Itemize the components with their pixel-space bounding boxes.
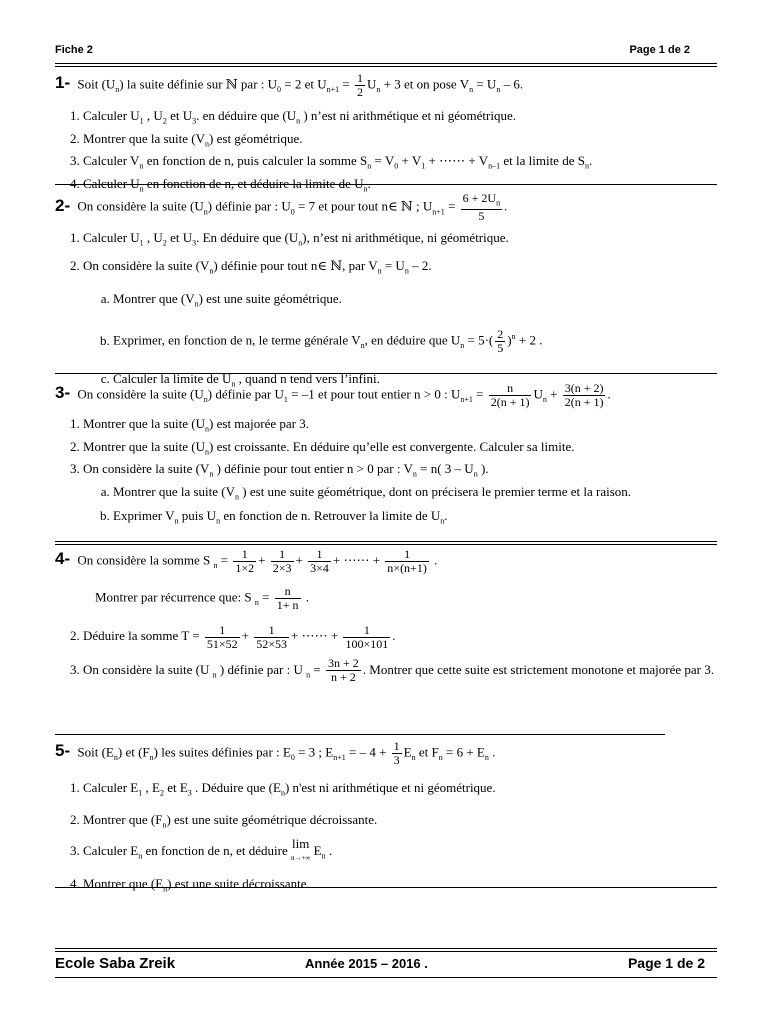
fraction: $\frac{1}{2}$	[357, 71, 363, 99]
divider	[55, 541, 717, 542]
fraction: $\frac{1}{51\times 52}$	[206, 622, 238, 651]
fraction: $\frac{1}{n\times(n+1)}$	[387, 547, 427, 575]
exercise-2-statement: 2- On considère la suite $(U_n)$ définie par : $U_0 = 7$ et pour tout n∈ ℕ ; $U_{n+1}$ = $\frac{6 + 2U_n}{5}$ .	[55, 191, 508, 224]
fraction: $\frac{1}{3\times 4}$	[310, 547, 329, 575]
sheet-label: Fiche 2	[55, 44, 93, 56]
exercise-1-statement: 1- Soit $(U_n)$ la suite définie sur ℕ par : $U_0 = 2$ et $U_{n+1}$ = $\frac{1}{2}$ $U_n + 3$ et on pose $V_n = U_n - 6$.	[55, 71, 524, 99]
question-4-2: 2. Déduire la somme T = $\frac{1}{51\times 52}$ + $\frac{1}{52\times 53}$ + ⋯⋯ + $\frac{1}{100\times 101}$ .	[83, 622, 717, 651]
question-2-2-c: c. Calculer la limite de $U_n$ , quand n tend vers l’infini.	[113, 366, 717, 398]
exercise-number: 3-	[55, 383, 71, 403]
page-indicator: Page 1 de 2	[629, 44, 690, 56]
exercise-number: 5-	[55, 741, 71, 761]
exercise-4-recurrence: Montrer par récurrence que: S $_n$ = $\frac{n}{1+ n}$ .	[95, 584, 310, 613]
exercise-3-statement: 3- On considère la suite $(U_n)$ définie par $U_1 = -1$ et pour tout entier n > 0 : $U_{n+1}$ = $\frac{n}{2(n + 1)}$ $U_n$ + $\frac{3(n + 2)}{2(n + 1)}$ .	[55, 381, 611, 409]
school-year: Année 2015 – 2016 .	[305, 956, 428, 971]
divider	[55, 734, 665, 735]
fraction: $\frac{3(n + 2)}{2(n + 1)}$	[564, 381, 604, 409]
question-5-3: 3. Calculer $E_n$ en fonction de n, et déduire lim n→+∞ $E_n$ .	[83, 838, 717, 870]
header-rule-2	[55, 66, 717, 67]
question-4-3: 3. On considère la suite (U $_n$ ) définie par : U $_n$ = $\frac{3n + 2}{n + 2}$ . Montrer que cette suite est strictement monotone et majorée par 3.	[83, 655, 717, 691]
footer-rule	[55, 948, 717, 949]
divider	[55, 184, 717, 185]
fraction: $\frac{3n + 2}{n + 2}$	[327, 656, 359, 685]
fraction: $\frac{1}{100\times 101}$	[345, 622, 389, 651]
question-1-3: 3. Calculer $V_n$ en fonction de n, puis calculer la somme $S_n = V_0 + V_1$ + ⋯⋯ + $V_{n-1}$ et la limite de $S_n$.	[83, 152, 717, 175]
exercise-number: 2-	[55, 195, 71, 215]
question-3-2: 2. Montrer que la suite $(U_n)$ est croissante. En déduire qu’elle est convergente. Calculer sa limite.	[83, 438, 717, 461]
question-2-2-b: b. Exprimer, en fonction de n, le terme générale $V_n$, en déduire que $U_n = 5\cdot$( $\frac{2}{5}$ )$^n$ + 2 .	[113, 317, 717, 366]
exercise-number: 1-	[55, 73, 71, 93]
question-3-3: 3. On considère la suite ($V_n$ ) définie pour tout entier n > 0 par : $V_n = n$( $3 - U_n$ ). a. Montrer que la suite ($V_n$ ) est une suite géométrique, dont on précisera le premier terme et la raison. b. Exprimer $V_n$ puis $U_n$ en fonction de n. Retrouver la limite de $U_n$.	[83, 460, 717, 533]
exercise-1	[55, 72, 717, 197]
exercise-number: 4-	[55, 549, 71, 569]
fraction: $\frac{2}{5}$	[497, 327, 504, 356]
question-1-1: 1. Calculer $U_1$ , $U_2$ et $U_3$. en déduire que ($U_n$ ) n’est ni arithmétique et ni géométrique.	[83, 107, 717, 130]
page-header	[55, 44, 715, 62]
fraction: $\frac{1}{52\times 53}$	[256, 622, 288, 651]
footer-page-indicator: Page 1 de 2	[627, 955, 705, 971]
fraction: $\frac{n}{2(n + 1)}$	[490, 381, 530, 409]
footer-bottom-rule	[55, 977, 717, 978]
question-2-1: 1. Calculer $U_1$ , $U_2$ et $U_3$. En déduire que $(U_n)$, n’est ni arithmétique, ni géométrique.	[83, 229, 717, 252]
divider-2	[55, 544, 717, 545]
exercise-4-statement: 4- On considère la somme S $_n$ = $\frac{1}{1\times 2}$ + $\frac{1}{2\times 3}$ + $\frac{1}{3\times 4}$ + ⋯⋯ + $\frac{1}{n\times(n+1)}$ .	[55, 547, 438, 575]
question-1-2: 2. Montrer que la suite $(V_n)$ est géométrique.	[83, 130, 717, 153]
question-5-4: 4. Montrer que $(E_n)$ est une suite décroissante.	[83, 870, 717, 904]
exercise-3	[55, 382, 717, 533]
exercise-4	[55, 548, 717, 690]
fraction: $\frac{6 + 2U_n}{5}$	[462, 191, 501, 224]
header-rule	[55, 63, 717, 64]
exercise-2	[55, 192, 717, 398]
divider	[55, 887, 717, 888]
exercise-5	[55, 740, 717, 903]
question-2-2-a: a. Montrer que $(V_n)$ est une suite géométrique.	[113, 286, 717, 318]
fraction: $\frac{1}{3}$	[393, 739, 400, 767]
fraction: $\frac{n}{1+ n}$	[276, 584, 299, 613]
page-footer	[55, 955, 717, 977]
question-1-4: 4. Calculer $U_n$ en fonction de n, et déduire la limite de $U_n$.	[83, 175, 717, 198]
question-3-3-b: b. Exprimer $V_n$ puis $U_n$ en fonction de n. Retrouver la limite de $U_n$.	[113, 505, 717, 533]
exercise-5-statement: 5- Soit $(E_n)$ et $(F_n)$ les suites définies par : $E_0 = 3$ ; $E_{n+1}$ = – 4 + $\frac{1}{3}$ $E_n$ et $F_n = 6 + E_n$ .	[55, 739, 496, 767]
question-2-2: 2. On considère la suite $(V_n)$ définie pour tout n∈ ℕ, par $V_n = U_n - 2$. a. Montrer que $(V_n)$ est une suite géométrique. b. Exprimer, en fonction de n, le terme générale $V_n$, en déduire que $U_n = 5\cdot$( $\frac{2}{5}$ )$^n$ + 2 . c. Calculer la limite de $U_n$ , quand n tend vers l’infini.	[83, 257, 717, 398]
school-name: Ecole Saba Zreik	[55, 955, 176, 972]
footer-rule-2	[55, 951, 717, 952]
question-5-1: 1. Calculer $E_1$ , $E_2$ et $E_3$ . Déduire que $(E_n)$ n'est ni arithmétique et ni géométrique.	[83, 775, 717, 807]
fraction: $\frac{1}{2\times 3}$	[272, 547, 292, 575]
question-5-2: 2. Montrer que $(F_n)$ est une suite géométrique décroissante.	[83, 807, 717, 839]
fraction: $\frac{1}{1\times 2}$	[235, 547, 255, 575]
question-3-1: 1. Montrer que la suite $(U_n)$ est majorée par 3.	[83, 415, 717, 438]
question-3-3-a: a. Montrer que la suite ($V_n$ ) est une suite géométrique, dont on précisera le premier terme et la raison.	[113, 483, 717, 506]
divider	[55, 373, 717, 374]
